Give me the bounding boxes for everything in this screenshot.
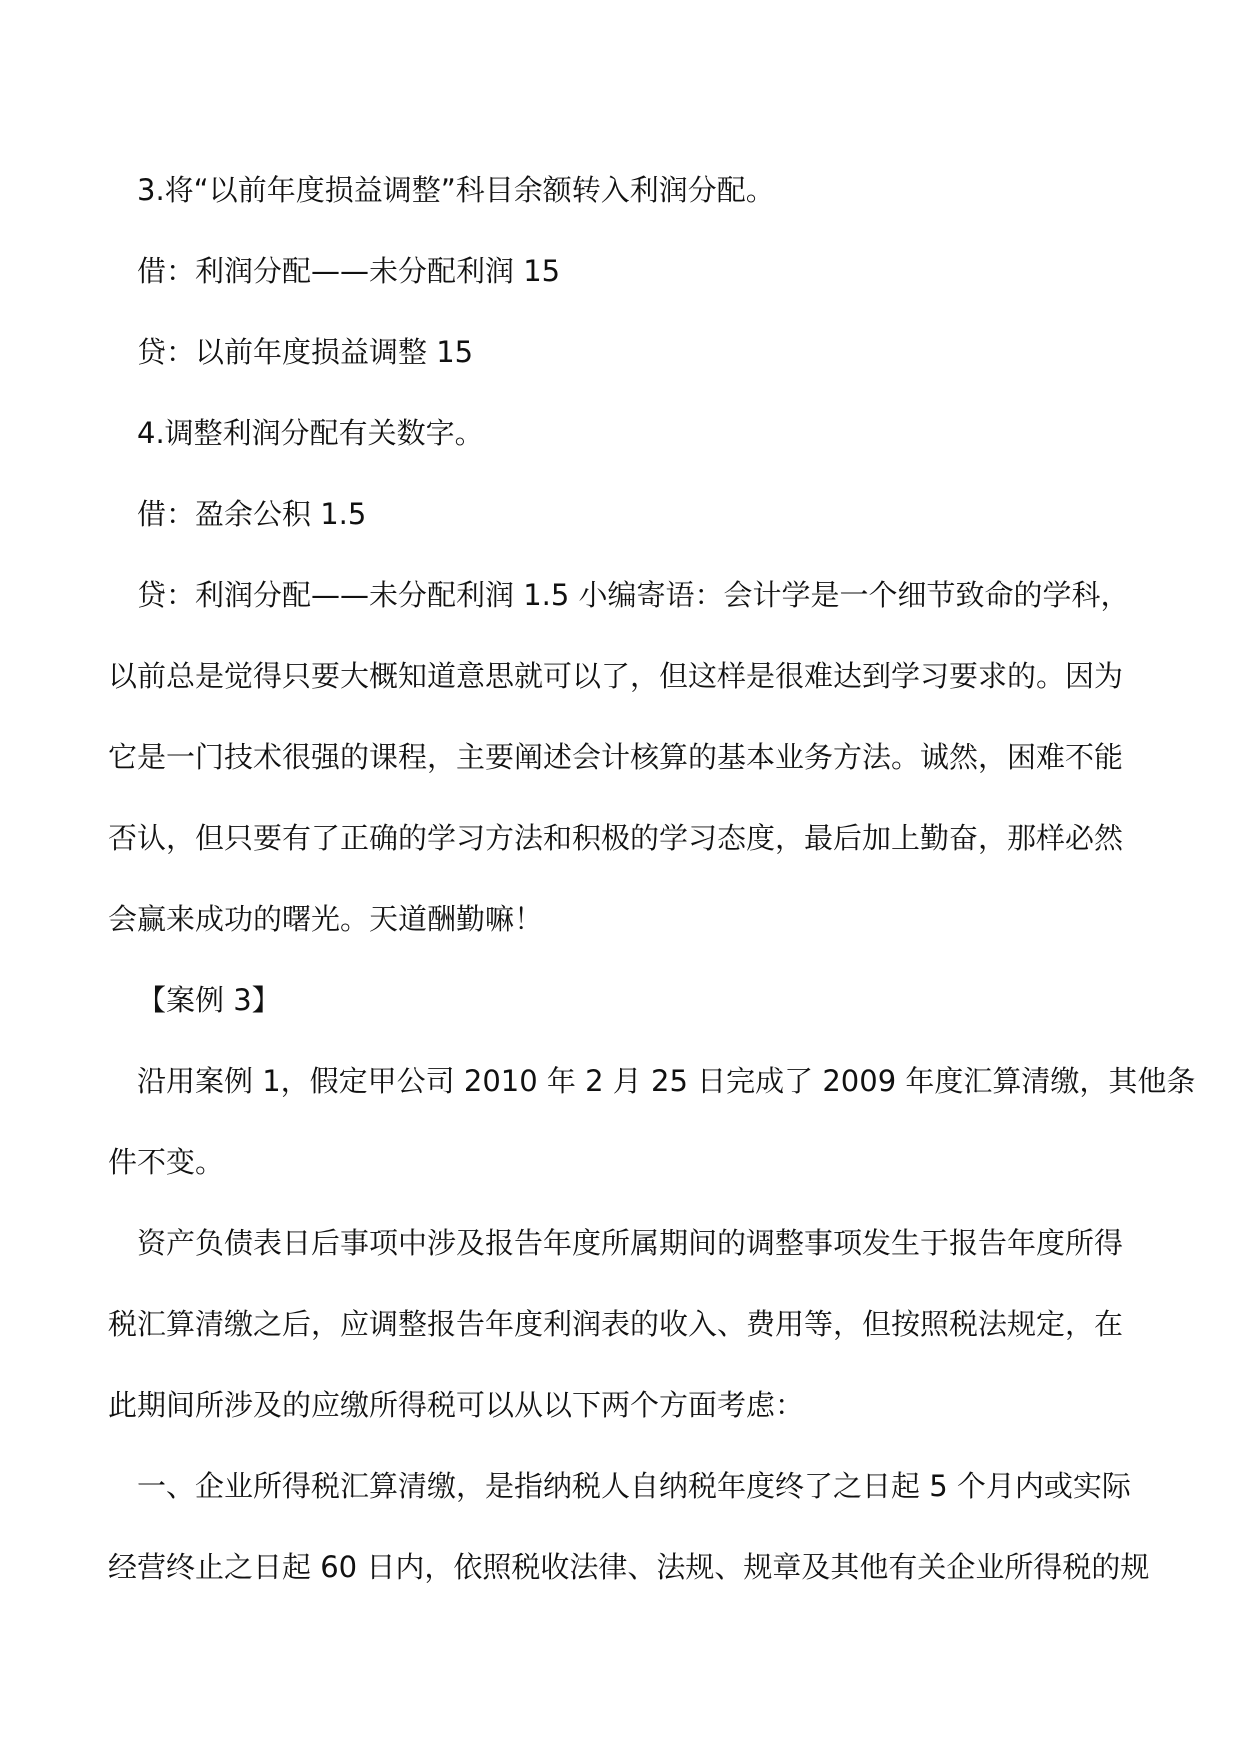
text-line-editor-note-2: 以前总是觉得只要大概知道意思就可以了，但这样是很难达到学习要求的。因为 bbox=[108, 659, 1124, 693]
text-line-credit-prior-year-adjustment: 贷：以前年度损益调整 15 bbox=[137, 335, 474, 369]
text-line-case-intro-1: 沿用案例 1，假定甲公司 2010 年 2 月 25 日完成了 2009 年度汇算清缴，其他条 bbox=[137, 1064, 1196, 1098]
text-line-point-one-2: 经营终止之日起 60 日内，依照税收法律、法规、规章及其他有关企业所得税的规 bbox=[108, 1550, 1150, 1584]
text-line-editor-note-5: 会赢来成功的曙光。天道酬勤嘛！ bbox=[108, 902, 544, 936]
text-line-debit-profit-distribution: 借：利润分配——未分配利润 15 bbox=[137, 254, 561, 288]
text-line-debit-surplus-reserve: 借：盈余公积 1.5 bbox=[137, 497, 367, 531]
document-page bbox=[108, 150, 1196, 1608]
text-line-credit-and-editor-note: 贷：利润分配——未分配利润 1.5 小编寄语：会计学是一个细节致命的学科， bbox=[137, 578, 1130, 612]
text-line-editor-note-3: 它是一门技术很强的课程，主要阐述会计核算的基本业务方法。诚然，困难不能 bbox=[108, 740, 1124, 774]
text-line-explanation-2: 税汇算清缴之后，应调整报告年度利润表的收入、费用等，但按照税法规定，在 bbox=[108, 1307, 1124, 1341]
text-line-editor-note-4: 否认，但只要有了正确的学习方法和积极的学习态度，最后加上勤奋，那样必然 bbox=[108, 821, 1124, 855]
text-line-point-one-1: 一、企业所得税汇算清缴，是指纳税人自纳税年度终了之日起 5 个月内或实际 bbox=[137, 1469, 1131, 1503]
text-line-explanation-3: 此期间所涉及的应缴所得税可以从以下两个方面考虑： bbox=[108, 1388, 805, 1422]
text-line-case-intro-2: 件不变。 bbox=[108, 1145, 225, 1179]
text-line-explanation-1: 资产负债表日后事项中涉及报告年度所属期间的调整事项发生于报告年度所得 bbox=[137, 1226, 1124, 1260]
text-line-step-4: 4.调整利润分配有关数字。 bbox=[137, 416, 484, 450]
text-line-step-3: 3.将“以前年度损益调整”科目余额转入利润分配。 bbox=[137, 173, 775, 207]
case-heading: 【案例 3】 bbox=[137, 983, 281, 1017]
